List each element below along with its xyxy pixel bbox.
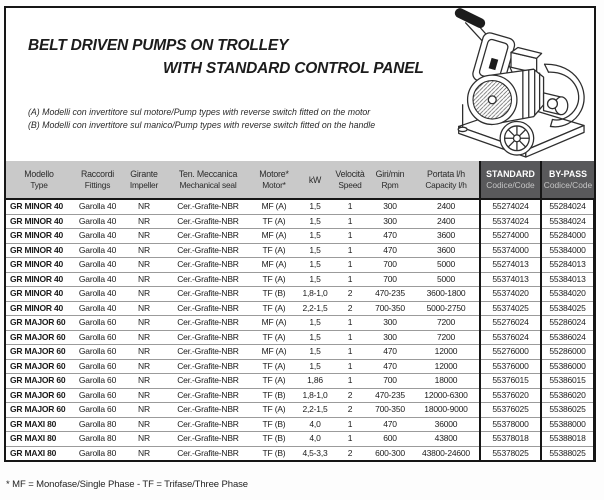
cell: 2 (333, 446, 367, 460)
cell: Garolla 40 (72, 301, 123, 316)
cell: 55386000 (541, 359, 594, 374)
cell: MF (A) (251, 345, 297, 360)
column-header: Velocità Speed (333, 161, 367, 199)
cell: Cer.-Grafite-NBR (165, 403, 251, 418)
cell: 1 (333, 229, 367, 244)
cell: Garolla 40 (72, 214, 123, 229)
cell: 55274000 (480, 229, 541, 244)
column-header: Portata l/h Capacity l/h (413, 161, 480, 199)
pump-trolley-illustration (432, 8, 590, 160)
cell: 300 (367, 330, 413, 345)
cell: Cer.-Grafite-NBR (165, 272, 251, 287)
cell: 1,5 (297, 272, 333, 287)
cell: Garolla 60 (72, 330, 123, 345)
cell: 1 (333, 345, 367, 360)
cell: Cer.-Grafite-NBR (165, 417, 251, 432)
table-row (6, 403, 594, 418)
cell: Garolla 60 (72, 403, 123, 418)
cell: GR MAJOR 60 (6, 374, 72, 389)
cell: 2,2-1,5 (297, 403, 333, 418)
cell: 1 (333, 432, 367, 447)
pump-table-body (6, 199, 594, 460)
cell: 55384025 (541, 301, 594, 316)
cell: 5000 (413, 272, 480, 287)
cell: 1 (333, 330, 367, 345)
cell: GR MINOR 40 (6, 258, 72, 273)
cell: 470 (367, 229, 413, 244)
cell: 470-235 (367, 287, 413, 302)
note-a: (A) Modelli con invertitore sul motore/Pump types with reverse switch fitted on the motor (28, 107, 371, 117)
cell: NR (123, 258, 165, 273)
cell: 55276024 (480, 316, 541, 331)
cell: 55284000 (541, 229, 594, 244)
cell: 700 (367, 258, 413, 273)
cell: Cer.-Grafite-NBR (165, 229, 251, 244)
cell: 55374024 (480, 214, 541, 229)
cell: GR MAJOR 60 (6, 316, 72, 331)
cell: 1,5 (297, 229, 333, 244)
cell: Garolla 60 (72, 316, 123, 331)
cell: TF (B) (251, 446, 297, 460)
cell: 55386024 (541, 330, 594, 345)
cell: NR (123, 345, 165, 360)
cell: 300 (383, 201, 397, 211)
cell: GR MAJOR 60 (6, 359, 72, 374)
cell: 300 (367, 214, 413, 229)
cell: 55376024 (480, 330, 541, 345)
table-row (6, 330, 594, 345)
cell: 1 (347, 201, 353, 211)
cell: GR MAJOR 60 (6, 345, 72, 360)
table-row (6, 301, 594, 316)
table-row (6, 258, 594, 273)
cell: 5000-2750 (413, 301, 480, 316)
cell: NR (123, 417, 165, 432)
cell: 1 (333, 359, 367, 374)
cell: Garolla 80 (72, 432, 123, 447)
cell: 55374013 (480, 272, 541, 287)
cell: MF (A) (251, 229, 297, 244)
cell: 1,5 (297, 359, 333, 374)
table-row (6, 359, 594, 374)
cell: 700 (367, 272, 413, 287)
cell: TF (A) (251, 330, 297, 345)
cell: 12000 (413, 345, 480, 360)
cell: 1 (333, 258, 367, 273)
cell: NR (123, 229, 165, 244)
cell: TF (A) (251, 374, 297, 389)
cell: TF (B) (251, 432, 297, 447)
cell: MF (A) (261, 201, 287, 211)
cell: 1,5 (297, 316, 333, 331)
cell: 55274024 (480, 199, 541, 214)
cell: NR (123, 243, 165, 258)
cell: Garolla 40 (72, 243, 123, 258)
cell: 1,5 (309, 201, 321, 211)
cell: Cer.-Grafite-NBR (165, 359, 251, 374)
cell: 43800-24600 (413, 446, 480, 460)
column-header: Ten. Meccanica Mechanical seal (165, 161, 251, 199)
cell: Cer.-Grafite-NBR (165, 388, 251, 403)
column-header: Motore* Motor* (251, 161, 297, 199)
cell: 55374020 (480, 287, 541, 302)
cell: NR (123, 403, 165, 418)
column-header: Raccordi Fittings (72, 161, 123, 199)
cell: Cer.-Grafite-NBR (165, 316, 251, 331)
cell: 700 (367, 374, 413, 389)
cell: 1,8-1,0 (297, 388, 333, 403)
cell: 2 (333, 403, 367, 418)
cell: GR MINOR 40 (6, 214, 72, 229)
table-row (6, 272, 594, 287)
cell: 55386015 (541, 374, 594, 389)
cell: Garolla 60 (72, 359, 123, 374)
cell: NR (123, 301, 165, 316)
cell: Cer.-Grafite-NBR (165, 345, 251, 360)
column-header: Giri/min Rpm (367, 161, 413, 199)
cell: 55384024 (541, 214, 594, 229)
cell: 3600 (413, 229, 480, 244)
cell: 1,5 (297, 345, 333, 360)
cell: 55376020 (480, 388, 541, 403)
cell: Cer.-Grafite-NBR (165, 243, 251, 258)
table-row (6, 214, 594, 229)
cell: 1,86 (297, 374, 333, 389)
cell: TF (A) (251, 214, 297, 229)
cell: Cer.-Grafite-NBR (165, 301, 251, 316)
cell: 55378000 (480, 417, 541, 432)
cell: Garolla 40 (72, 258, 123, 273)
cell: 55386020 (541, 388, 594, 403)
cell: TF (A) (251, 359, 297, 374)
cell: Garolla 40 (78, 201, 117, 211)
cell: NR (123, 272, 165, 287)
cell: Garolla 60 (72, 374, 123, 389)
cell: Cer.-Grafite-NBR (165, 287, 251, 302)
cell: 43800 (413, 432, 480, 447)
cell: Cer.-Grafite-NBR (165, 258, 251, 273)
page-title-line-1: BELT DRIVEN PUMPS ON TROLLEY (28, 37, 289, 54)
cell: 18000 (413, 374, 480, 389)
cell: 5000 (413, 258, 480, 273)
cell: NR (123, 432, 165, 447)
cell: 55384000 (541, 243, 594, 258)
cell: MF (A) (251, 316, 297, 331)
cell: 600-300 (367, 446, 413, 460)
cell: GR MAJOR 60 (6, 330, 72, 345)
cell: 1,5 (297, 258, 333, 273)
cell: 2 (333, 301, 367, 316)
cell: Cer.-Grafite-NBR (165, 374, 251, 389)
catalog-page-frame (4, 6, 596, 462)
cell: 55284024 (541, 199, 594, 214)
cell: GR MAXI 80 (6, 417, 72, 432)
cell: GR MAXI 80 (6, 432, 72, 447)
cell: 470 (367, 243, 413, 258)
column-header: Modello Type (6, 161, 72, 199)
column-header: kW (297, 161, 333, 199)
cell: GR MAJOR 60 (6, 388, 72, 403)
cell: 55376015 (480, 374, 541, 389)
column-header: BY-PASS Codice/Code (541, 161, 594, 199)
cell: GR MINOR 40 (6, 301, 72, 316)
cell: Garolla 40 (72, 229, 123, 244)
cell: Cer.-Grafite-NBR (165, 446, 251, 460)
table-row (6, 243, 594, 258)
table-row (6, 345, 594, 360)
pump-table-head (6, 161, 594, 199)
cell: NR (123, 446, 165, 460)
cell: Garolla 80 (72, 417, 123, 432)
cell: 55284013 (541, 258, 594, 273)
cell: 1 (333, 243, 367, 258)
table-row (6, 199, 594, 214)
cell: 470 (367, 345, 413, 360)
cell: 55378025 (480, 446, 541, 460)
cell: 55374025 (480, 301, 541, 316)
column-header: Girante Impeller (123, 161, 165, 199)
cell: GR MINOR 40 (6, 272, 72, 287)
cell: 1 (333, 214, 367, 229)
cell: TF (B) (251, 287, 297, 302)
cell: NR (123, 359, 165, 374)
cell: 55374000 (480, 243, 541, 258)
table-row (6, 432, 594, 447)
cell: 36000 (413, 417, 480, 432)
cell: 7200 (413, 316, 480, 331)
cell: 55384020 (541, 287, 594, 302)
cell: NR (123, 316, 165, 331)
cell: 1,5 (297, 330, 333, 345)
cell: 1 (333, 417, 367, 432)
cell: 4,0 (297, 432, 333, 447)
table-row (6, 229, 594, 244)
cell: GR MINOR 40 (6, 229, 72, 244)
table-row (6, 374, 594, 389)
note-b: (B) Modelli con invertitore sul manico/Pump types with reverse switch fitted on the handle (28, 120, 376, 130)
cell: 4,5-3,3 (297, 446, 333, 460)
cell: 2400 (436, 201, 456, 211)
cell: 12000-6300 (413, 388, 480, 403)
cell: 12000 (413, 359, 480, 374)
cell: 470 (367, 359, 413, 374)
header-row (6, 161, 594, 199)
cell: 1,5 (297, 214, 333, 229)
cell: 2400 (413, 214, 480, 229)
cell: 55274013 (480, 258, 541, 273)
cell: TF (A) (251, 403, 297, 418)
cell: 55376000 (480, 359, 541, 374)
cell: 3600 (413, 243, 480, 258)
cell: 1 (333, 316, 367, 331)
cell: NR (123, 287, 165, 302)
cell: GR MAXI 80 (6, 446, 72, 460)
cell: 7200 (413, 330, 480, 345)
cell: Cer.-Grafite-NBR (177, 201, 239, 211)
cell: 55384013 (541, 272, 594, 287)
cell: 2 (333, 388, 367, 403)
cell: 55386025 (541, 403, 594, 418)
cell: 1,8-1,0 (297, 287, 333, 302)
cell: Cer.-Grafite-NBR (165, 432, 251, 447)
cell: GR MINOR 40 (10, 201, 64, 211)
phase-footnote: * MF = Monofase/Single Phase - TF = Trifase/Three Phase (6, 479, 248, 490)
cell: 55286000 (541, 345, 594, 360)
cell: 600 (367, 432, 413, 447)
cell: NR (123, 214, 165, 229)
cell: Garolla 60 (72, 345, 123, 360)
cell: NR (123, 330, 165, 345)
cell: 55378018 (480, 432, 541, 447)
cell: Garolla 40 (72, 272, 123, 287)
cell: TF (B) (251, 388, 297, 403)
cell: 55388000 (541, 417, 594, 432)
cell: 55388025 (541, 446, 594, 460)
pump-trolley-drawing (432, 8, 590, 160)
cell: 700-350 (367, 301, 413, 316)
cell: Garolla 40 (72, 287, 123, 302)
cell: 2 (333, 287, 367, 302)
cell: Garolla 60 (72, 388, 123, 403)
table-row (6, 446, 594, 460)
cell: TF (A) (251, 243, 297, 258)
cell: Cer.-Grafite-NBR (165, 330, 251, 345)
table-row (6, 316, 594, 331)
cell: Cer.-Grafite-NBR (165, 214, 251, 229)
cell: 55276000 (480, 345, 541, 360)
cell: NR (123, 388, 165, 403)
cell: 1,5 (297, 243, 333, 258)
cell: 55286024 (541, 316, 594, 331)
cell: 470-235 (367, 388, 413, 403)
column-header: STANDARD Codice/Code (480, 161, 541, 199)
cell: 18000-9000 (413, 403, 480, 418)
cell: MF (A) (251, 258, 297, 273)
cell: NR (123, 374, 165, 389)
table-row (6, 287, 594, 302)
cell: TF (B) (251, 417, 297, 432)
cell: 3600-1800 (413, 287, 480, 302)
cell: 300 (367, 316, 413, 331)
table-row (6, 417, 594, 432)
cell: 1 (333, 374, 367, 389)
cell: 55388018 (541, 432, 594, 447)
cell: GR MAJOR 60 (6, 403, 72, 418)
table-row (6, 388, 594, 403)
pump-table (6, 161, 595, 460)
cell: TF (A) (251, 272, 297, 287)
cell: 55376025 (480, 403, 541, 418)
cell: 470 (367, 417, 413, 432)
cell: GR MINOR 40 (6, 243, 72, 258)
page-title-line-2: WITH STANDARD CONTROL PANEL (163, 60, 424, 77)
cell: 1 (333, 272, 367, 287)
cell: TF (A) (251, 301, 297, 316)
cell: NR (138, 201, 150, 211)
cell: GR MINOR 40 (6, 287, 72, 302)
cell: 700-350 (367, 403, 413, 418)
cell: 2,2-1,5 (297, 301, 333, 316)
cell: Garolla 80 (72, 446, 123, 460)
cell: 4,0 (297, 417, 333, 432)
